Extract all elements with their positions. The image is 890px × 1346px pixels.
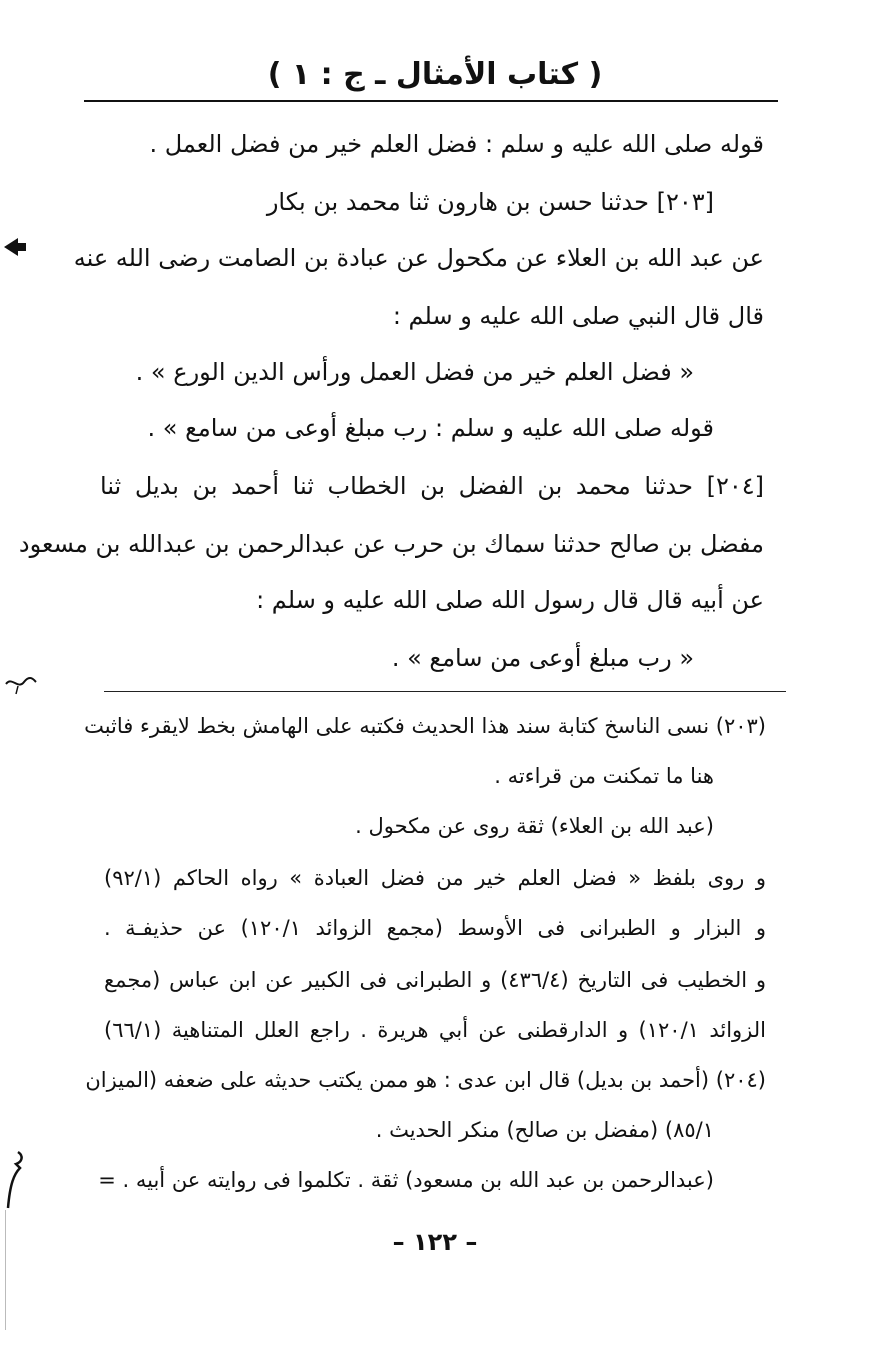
footnote-line: ٨٥/١) (مفضل بن صالح) منكر الحديث . bbox=[375, 1118, 714, 1142]
footnote-line: (عبد الله بن العلاء) ثقة روى عن مكحول . bbox=[355, 814, 714, 838]
footnote-line: (٢٠٤) (أحمد بن بديل) قال ابن عدى : هو ممن يكتب حديثه على ضعفه (الميزان bbox=[85, 1068, 766, 1092]
footnote-rule bbox=[104, 691, 786, 692]
running-header: ( كتاب الأمثال ـ ج : ١ ) bbox=[267, 57, 603, 92]
arrow-icon bbox=[2, 234, 28, 260]
footnote-line: و الخطيب فى التاريخ (٤٣٦/٤) و الطبرانى فى الكبير عن ابن عباس (مجمع bbox=[104, 968, 766, 992]
footnote-line: (عبدالرحمن بن عبد الله بن مسعود) ثقة . تكلموا فى روايته عن أبيه . = bbox=[98, 1168, 714, 1192]
hadith-heading: [٢٠٤] حدثنا محمد بن الفضل بن الخطاب ثنا أحمد بن بديل ثنا bbox=[100, 472, 764, 500]
main-line: مفضل بن صالح حدثنا سماك بن حرب عن عبدالرحمن بن عبدالله بن مسعود bbox=[18, 530, 764, 558]
footnote-line: و البزار و الطبرانى فى الأوسط (مجمع الزوائد ١٢٠/١) عن حذيفـة . bbox=[104, 916, 766, 940]
main-line: عن عبد الله بن العلاء عن مكحول عن عبادة بن الصامت رضى الله عنه bbox=[73, 244, 764, 272]
footnote-line: (٢٠٣) نسى الناسخ كتابة سند هذا الحديث فكتبه على الهامش بخط لايقرء فاثبت bbox=[84, 714, 766, 738]
hook-mark-icon bbox=[4, 1150, 28, 1210]
footnote-line: هنا ما تمكنت من قراءته . bbox=[494, 764, 714, 788]
page-edge bbox=[5, 1210, 6, 1330]
tilde-mark-icon bbox=[4, 672, 38, 696]
page-number: – ١٢٢ – bbox=[392, 1228, 478, 1256]
quoted-hadith: « رب مبلغ أوعى من سامع » . bbox=[391, 644, 694, 672]
footnote-line: و روى بلفظ « فضل العلم خير من فضل العبادة » رواه الحاكم (٩٢/١) bbox=[104, 866, 766, 890]
footnote-line: الزوائد ١٢٠/١) و الدارقطنى عن أبي هريرة . راجع العلل المتناهية (٦٦/١) bbox=[104, 1018, 766, 1042]
main-line: عن أبيه قال قال رسول الله صلى الله عليه و سلم : bbox=[256, 586, 764, 614]
main-line: قوله صلى الله عليه و سلم : رب مبلغ أوعى من سامع » . bbox=[147, 414, 714, 442]
header-rule bbox=[84, 100, 778, 102]
main-line: قوله صلى الله عليه و سلم : فضل العلم خير من فضل العمل . bbox=[149, 130, 764, 158]
hadith-heading: [٢٠٣] حدثنا حسن بن هارون ثنا محمد بن بكار bbox=[266, 188, 714, 216]
main-line: قال قال النبي صلى الله عليه و سلم : bbox=[392, 302, 764, 330]
quoted-hadith: « فضل العلم خير من فضل العمل ورأس الدين الورع » . bbox=[135, 358, 694, 386]
